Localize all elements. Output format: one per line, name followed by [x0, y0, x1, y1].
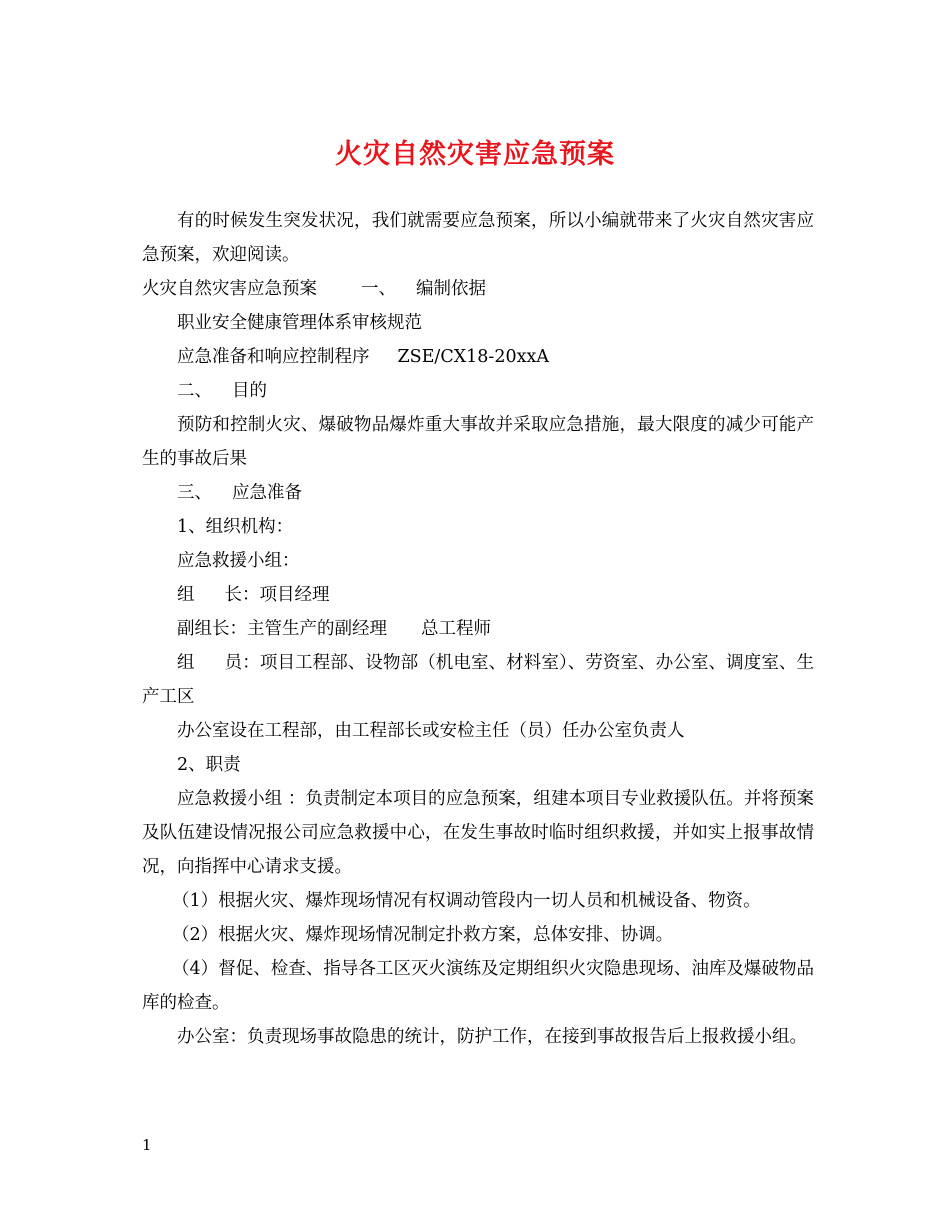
role-line	[142, 578, 814, 612]
document-title: 火灾自然灾害应急预案	[335, 139, 615, 170]
role-text: 总工程师	[421, 619, 491, 639]
role-text: 员：项目工程部、设物部（机电室、材料室）、劳资室、办公室、调度室、生产工区	[142, 653, 814, 707]
subheading: 应急救援小组：	[177, 551, 300, 571]
subheading: 2、职责	[177, 755, 241, 775]
section-number: 二、	[177, 381, 212, 401]
duty-paragraph: 应急救援小组 ：负责制定本项目的应急预案，组建本项目专业救援队伍。并将预案及队伍建设情况报公司应急救援中心，在发生事故时临时组织救援，并如实上报事故情况，向指挥中心请求支援。	[142, 789, 814, 877]
role-text: 副组长：主管生产的副经理	[177, 619, 387, 639]
role-label-part: 组	[177, 585, 195, 605]
office-paragraph: 办公室设在工程部，由工程部长或安检主任（员）任办公室负责人	[177, 721, 685, 741]
section-title: 编制依据	[416, 279, 486, 299]
section-number: 一、	[361, 279, 396, 299]
role-label-part: 组	[177, 653, 195, 673]
intro-paragraph: 有的时候发生突发状况，我们就需要应急预案，所以小编就带来了火灾自然灾害应急预案，欢迎阅读。	[142, 211, 814, 265]
reference-line	[142, 340, 814, 374]
role-line	[142, 646, 814, 714]
section-heading-line	[142, 374, 814, 408]
section-heading-line	[142, 272, 814, 306]
role-text: 长：项目经理	[224, 585, 330, 605]
role-line	[142, 612, 814, 646]
duty-item: （2）根据火灾、爆炸现场情况制定扑救方案，总体安排、协调。	[172, 925, 674, 945]
plan-name: 火灾自然灾害应急预案	[142, 279, 317, 299]
office-duty-paragraph: 办公室：负责现场事故隐患的统计，防护工作，在接到事故报告后上报救援小组。	[177, 1027, 807, 1047]
subheading: 1、组织机构：	[177, 517, 294, 537]
section-heading-line	[142, 476, 814, 510]
duty-item: （4）督促、检查、指导各工区灭火演练及定期组织火灾隐患现场、油库及爆破物品库的检查。	[142, 959, 814, 1013]
document-body	[142, 204, 814, 1054]
section-title: 应急准备	[232, 483, 302, 503]
procedure-code: ZSE/CX18-20xxA	[397, 347, 549, 367]
reference-line: 职业安全健康管理体系审核规范	[177, 313, 422, 333]
procedure-name: 应急准备和响应控制程序	[177, 347, 370, 367]
duty-item: （1）根据火灾、爆炸现场情况有权调动管段内一切人员和机械设备、物资。	[172, 891, 761, 911]
page-number: 1	[142, 1136, 152, 1154]
section-title: 目的	[232, 381, 267, 401]
section-number: 三、	[177, 483, 212, 503]
purpose-paragraph: 预防和控制火灾、爆破物品爆炸重大事故并采取应急措施，最大限度的减少可能产生的事故后果	[142, 415, 814, 469]
